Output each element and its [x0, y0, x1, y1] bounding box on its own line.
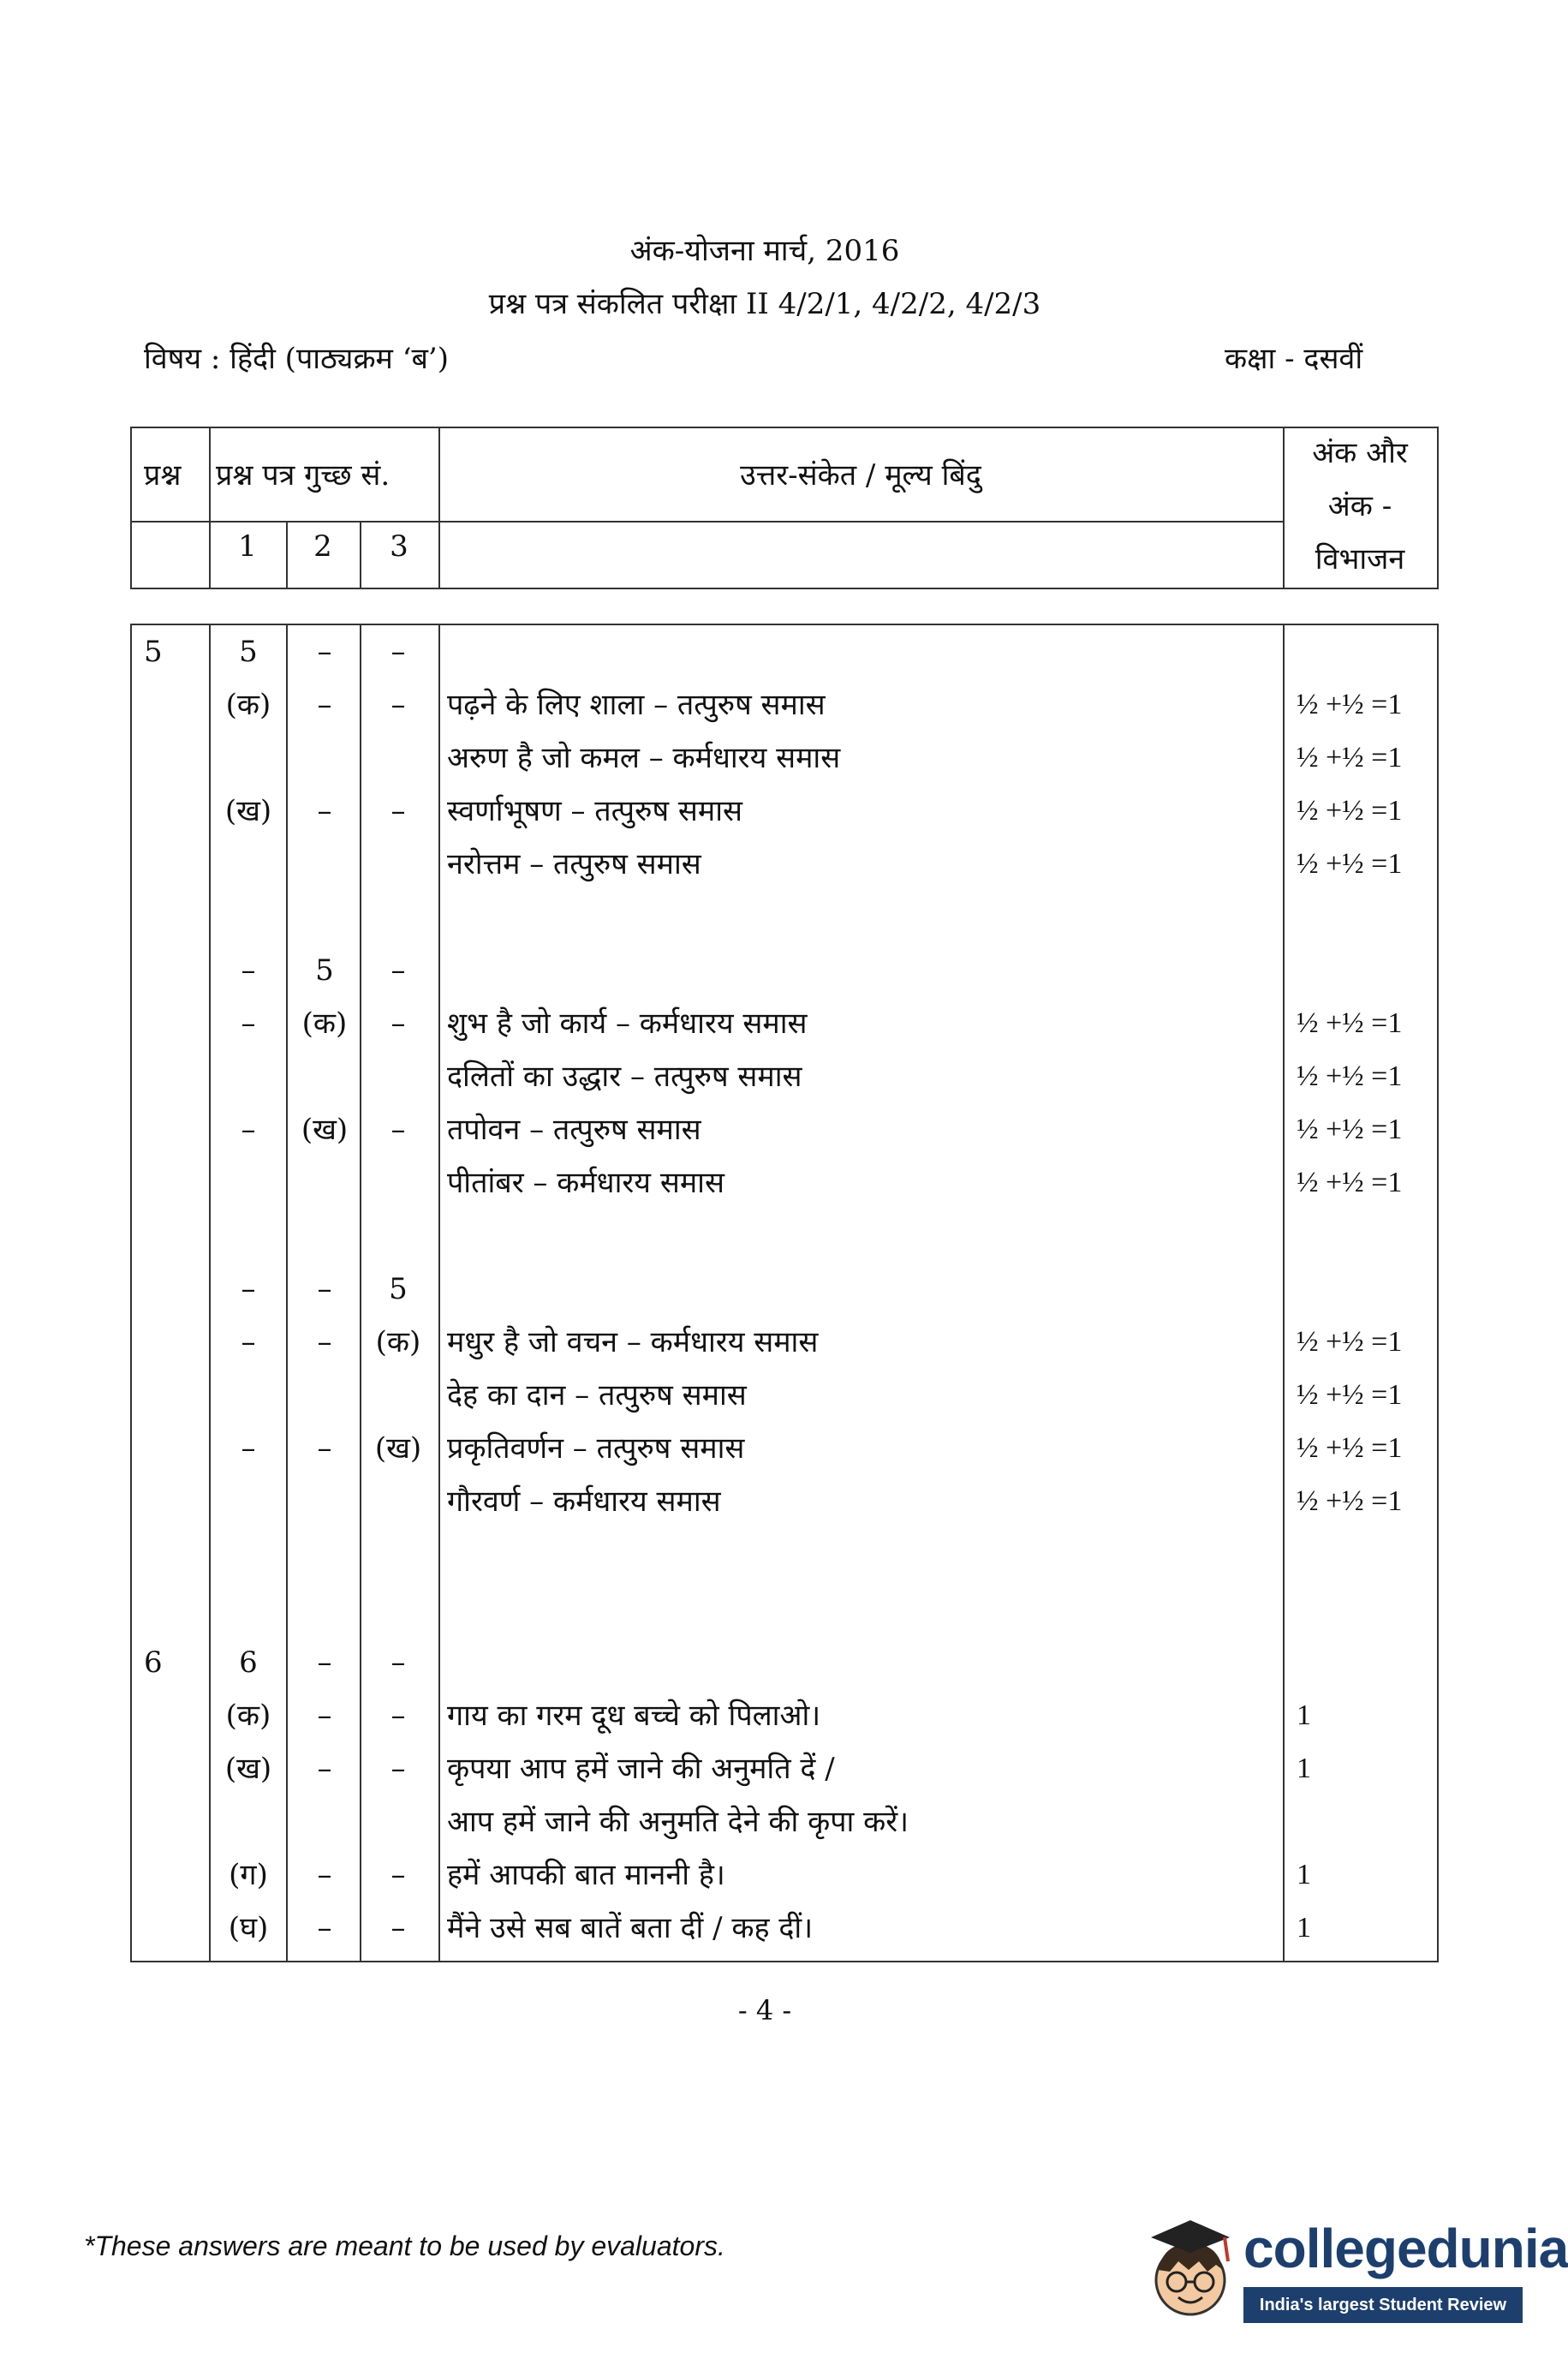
table-row: [132, 678, 1437, 732]
answer-text: नरोत्तम – तत्पुरुष समास: [447, 847, 701, 881]
set1-cell: –: [241, 1113, 256, 1147]
table-row: [132, 1742, 1437, 1795]
set3-cell: –: [391, 1006, 406, 1041]
set2-cell: –: [317, 1272, 332, 1306]
brand-name: collegedunia: [1243, 2218, 1568, 2279]
answer-text: पीतांबर – कर्मधारय समास: [447, 1166, 724, 1200]
set3-cell: –: [391, 1645, 406, 1680]
set3-cell: –: [391, 1699, 406, 1733]
table-row: [132, 1902, 1437, 1955]
answer-text: गाय का गरम दूध बच्चे को पिलाओ।: [447, 1699, 821, 1733]
answer-text: अरुण है जो कमल – कर्मधारय समास: [447, 741, 841, 775]
set1-cell: (ख): [224, 794, 272, 828]
set3-cell: (क): [375, 1325, 421, 1359]
question-number: 5: [144, 635, 163, 669]
set2-cell: –: [317, 1752, 332, 1786]
column-marks-line2: अंक -: [1327, 489, 1392, 523]
document-subtitle: प्रश्न पत्र संकलित परीक्षा II 4/2/1, 4/2/2, 4/2/3: [488, 287, 1041, 321]
marks-cell: ½ +½ =1: [1297, 848, 1403, 880]
set3-cell: –: [391, 1858, 406, 1892]
set2-cell: –: [317, 1325, 332, 1359]
answer-text: शुभ है जो कार्य – कर्मधारय समास: [447, 1006, 808, 1041]
set1-cell: (क): [225, 1699, 271, 1733]
table-row: [132, 1795, 1437, 1848]
subject-label: विषय : हिंदी (पाठ्यक्रम ‘ब’): [144, 342, 449, 376]
answer-text: दलितों का उद्धार – तत्पुरुष समास: [447, 1060, 802, 1094]
table-row: [132, 1263, 1437, 1316]
table-row: [132, 732, 1437, 785]
set2-cell: –: [317, 1911, 332, 1945]
set2-cell: 5: [315, 953, 334, 988]
document-title: अंक-योजना मार्च, 2016: [629, 234, 900, 268]
set2-cell: –: [317, 1645, 332, 1680]
set1-cell: –: [241, 1431, 256, 1466]
class-label: कक्षा - दसवीं: [1225, 342, 1363, 376]
header-table: [130, 427, 1439, 589]
table-row: [132, 1316, 1437, 1369]
answer-text: पढ़ने के लिए शाला – तत्पुरुष समास: [447, 688, 826, 722]
page-number: - 4 -: [737, 1994, 792, 2027]
set1-cell: (क): [225, 688, 271, 722]
set2-cell: –: [317, 1699, 332, 1733]
set1-cell: –: [241, 1272, 256, 1306]
set2-cell: –: [317, 1431, 332, 1466]
table-row: [132, 997, 1437, 1050]
table-row: [132, 1689, 1437, 1742]
set-number-1: 1: [238, 529, 257, 564]
set2-cell: (क): [301, 1006, 348, 1041]
set-number-3: 3: [390, 529, 408, 564]
set3-cell: 5: [389, 1272, 408, 1306]
marks-cell: ½ +½ =1: [1297, 742, 1403, 773]
marks-cell: ½ +½ =1: [1297, 1326, 1403, 1358]
marks-cell: ½ +½ =1: [1297, 1379, 1403, 1411]
marks-cell: ½ +½ =1: [1297, 795, 1403, 827]
answer-text: मैंने उसे सब बातें बता दीं / कह दीं।: [447, 1911, 814, 1945]
table-row: [132, 1050, 1437, 1103]
answer-table: [130, 624, 1439, 1962]
set2-cell: –: [317, 1858, 332, 1892]
answer-text: तपोवन – तत्पुरुष समास: [447, 1113, 701, 1147]
collegedunia-logo: [1139, 2208, 1568, 2350]
answer-text: आप हमें जाने की अनुमति देने की कृपा करें।: [447, 1805, 909, 1839]
answer-text: प्रकृतिवर्णन – तत्पुरुष समास: [447, 1431, 745, 1466]
column-paper-set: प्रश्न पत्र गुच्छ सं.: [216, 458, 391, 493]
table-row: [132, 1475, 1437, 1528]
set3-cell: –: [391, 688, 406, 722]
marks-cell: 1: [1297, 1859, 1311, 1890]
set3-cell: –: [391, 1113, 406, 1147]
set-number-2: 2: [313, 529, 332, 564]
marks-cell: 1: [1297, 1699, 1311, 1731]
set3-cell: –: [391, 953, 406, 988]
set3-cell: –: [391, 1911, 406, 1945]
set2-cell: –: [317, 635, 332, 669]
set3-cell: –: [391, 794, 406, 828]
marks-cell: ½ +½ =1: [1297, 1485, 1403, 1517]
marks-cell: 1: [1297, 1912, 1311, 1944]
marks-cell: ½ +½ =1: [1297, 1167, 1403, 1198]
answer-text: स्वर्णाभूषण – तत्पुरुष समास: [447, 794, 743, 828]
set1-cell: (ग): [229, 1858, 268, 1892]
marks-cell: ½ +½ =1: [1297, 1432, 1403, 1464]
column-question: प्रश्न: [144, 458, 182, 493]
table-row: [132, 1848, 1437, 1902]
question-number: 6: [144, 1645, 163, 1680]
table-row: [132, 1636, 1437, 1689]
brand-tagline: India's largest Student Review Platform: [1243, 2287, 1523, 2323]
marks-cell: ½ +½ =1: [1297, 1114, 1403, 1145]
marks-cell: ½ +½ =1: [1297, 1007, 1403, 1039]
table-row: [132, 785, 1437, 838]
set2-cell: –: [317, 794, 332, 828]
set1-cell: (घ): [228, 1911, 269, 1945]
set1-cell: –: [241, 1006, 256, 1041]
table-row: [132, 1422, 1437, 1475]
table-row: [132, 944, 1437, 997]
marks-cell: ½ +½ =1: [1297, 1060, 1403, 1092]
table-row: [132, 1369, 1437, 1422]
table-row: [132, 625, 1437, 678]
column-marks-line1: अंक और: [1312, 436, 1408, 470]
set2-cell: (ख): [301, 1113, 349, 1147]
answer-text: मधुर है जो वचन – कर्मधारय समास: [447, 1325, 819, 1359]
table-row: [132, 1156, 1437, 1209]
set3-cell: (ख): [374, 1431, 422, 1466]
set1-cell: 6: [239, 1645, 258, 1680]
answer-text: हमें आपकी बात माननी है।: [447, 1858, 725, 1892]
set3-cell: –: [391, 635, 406, 669]
set1-cell: 5: [239, 635, 258, 669]
set3-cell: –: [391, 1752, 406, 1786]
set1-cell: –: [241, 953, 256, 988]
mascot-icon: [1139, 2208, 1242, 2335]
set1-cell: (ख): [224, 1752, 272, 1786]
answer-text: देह का दान – तत्पुरुष समास: [447, 1378, 747, 1412]
marks-cell: ½ +½ =1: [1297, 689, 1403, 720]
column-answer: उत्तर-संकेत / मूल्य बिंदु: [740, 458, 981, 493]
set2-cell: –: [317, 688, 332, 722]
table-row: [132, 838, 1437, 891]
footnote: *These answers are meant to be used by evaluators.: [84, 2231, 725, 2261]
answer-text: गौरवर्ण – कर्मधारय समास: [447, 1484, 721, 1519]
table-row: [132, 1103, 1437, 1156]
column-marks-line3: विभाजन: [1315, 542, 1405, 576]
marks-cell: 1: [1297, 1753, 1311, 1784]
answer-text: कृपया आप हमें जाने की अनुमति दें /: [447, 1752, 835, 1786]
set1-cell: –: [241, 1325, 256, 1359]
